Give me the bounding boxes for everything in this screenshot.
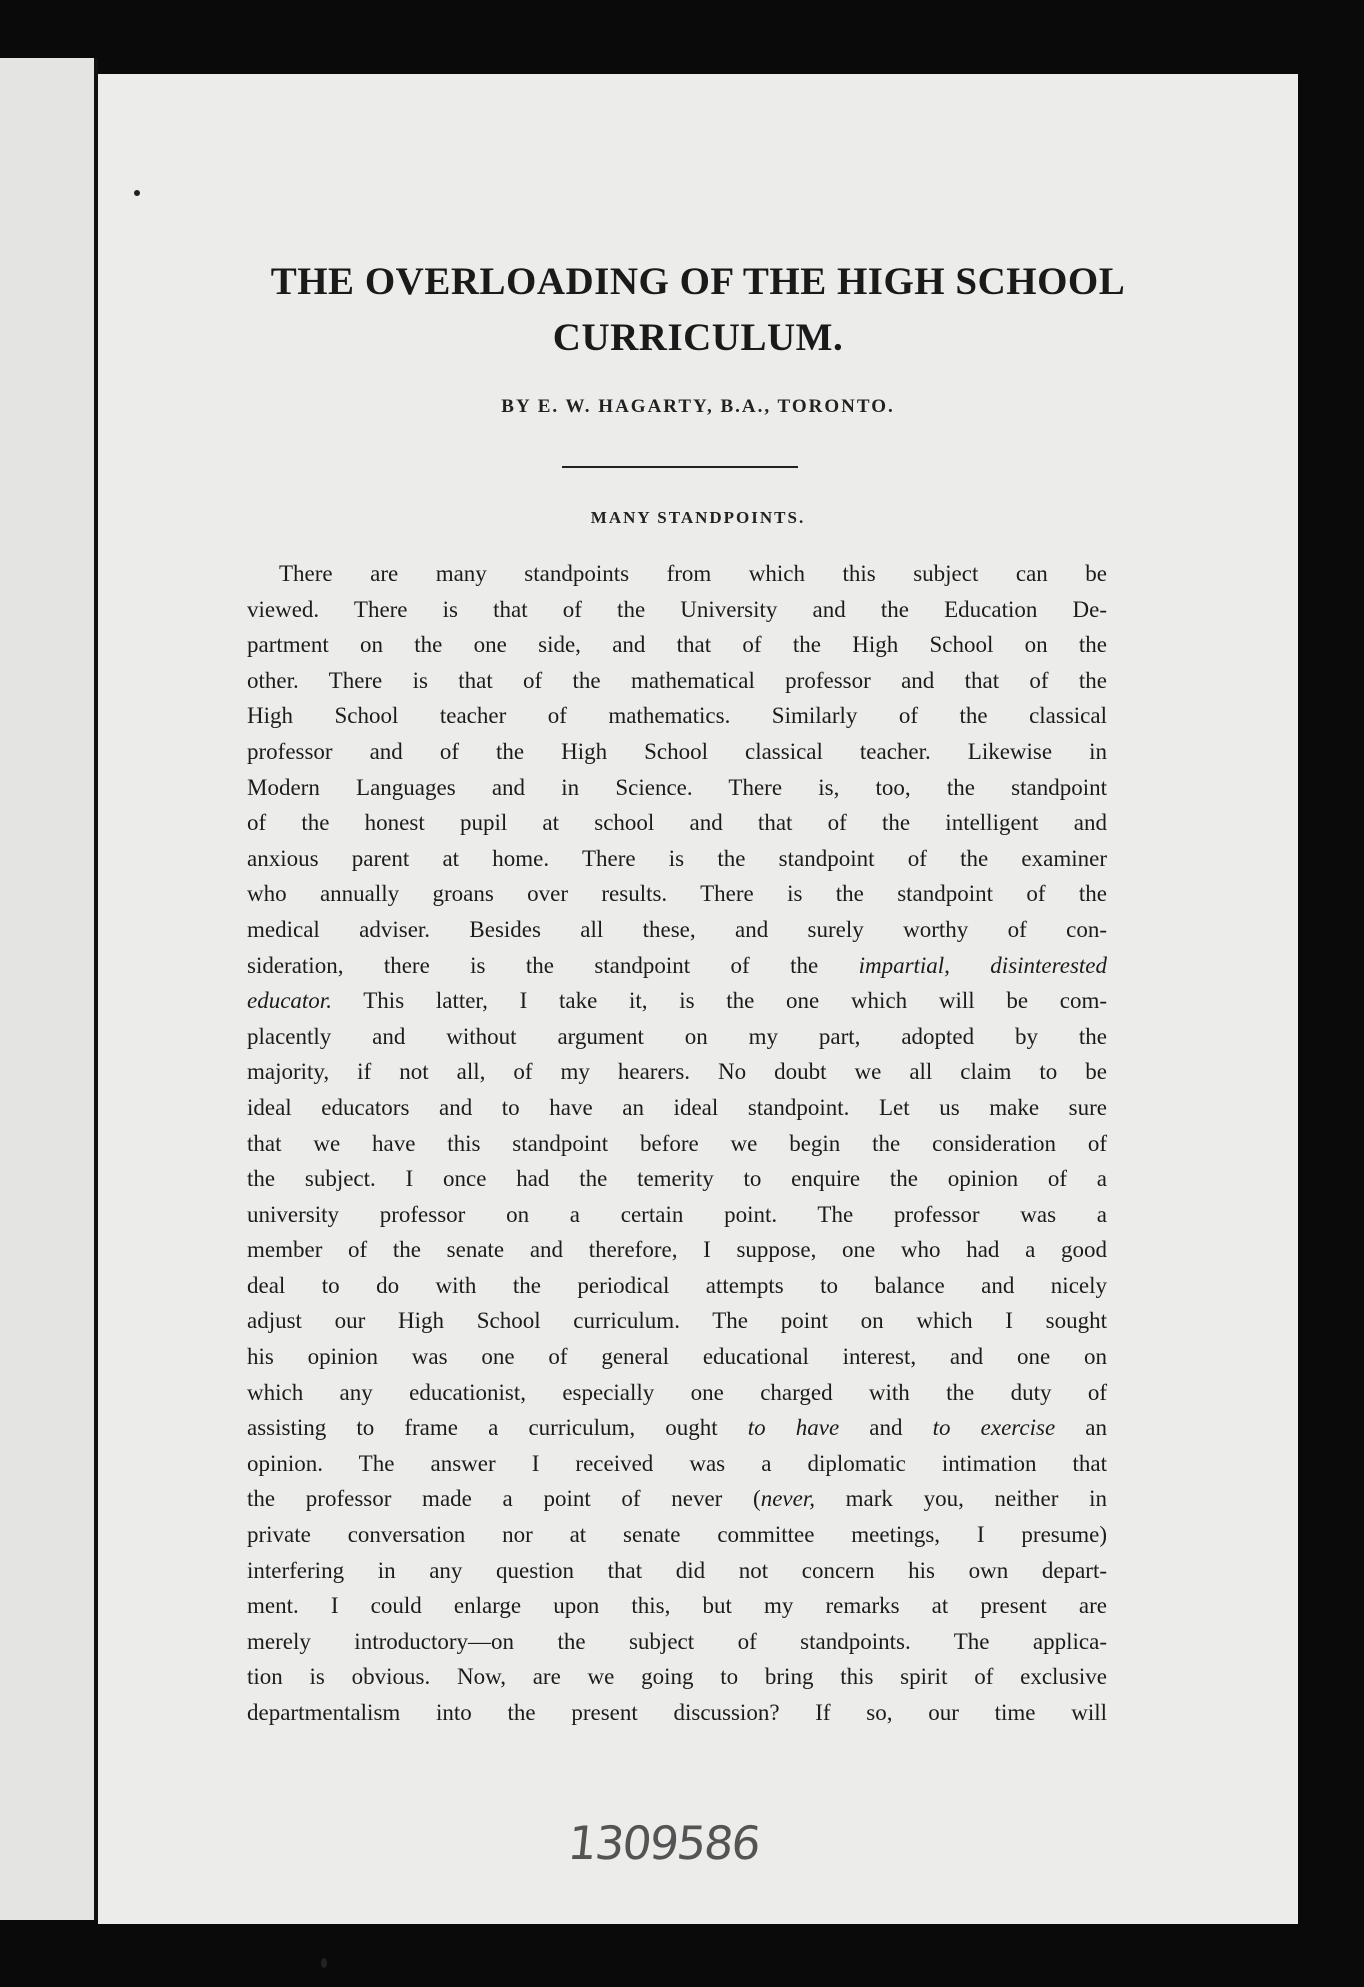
body-line: tion is obvious. Now, are we going to bring this spirit of exclusive	[247, 1664, 1107, 1690]
body-line: placently and without argument on my part, adopted by the	[247, 1023, 1107, 1049]
body-line: the professor made a point of never (never, mark you, neither in	[247, 1486, 1107, 1512]
body-line: the subject. I once had the temerity to enquire the opinion of a	[247, 1166, 1107, 1192]
handwritten-note: 1309586	[565, 1816, 762, 1870]
body-line: professor and of the High School classical teacher. Likewise in	[247, 738, 1107, 764]
article-title	[98, 254, 1298, 366]
body-line: Modern Languages and in Science. There is, too, the standpoint	[247, 774, 1107, 800]
body-line: interfering in any question that did not concern his own depart-	[247, 1557, 1107, 1583]
body-line: opinion. The answer I received was a diplomatic intimation that	[247, 1450, 1107, 1476]
body-line: partment on the one side, and that of the High School on the	[247, 632, 1107, 658]
body-line: sideration, there is the standpoint of the impartial, disinterested	[247, 952, 1107, 978]
body-line: medical adviser. Besides all these, and surely worthy of con-	[247, 916, 1107, 942]
document-page	[98, 74, 1298, 1924]
body-line: that we have this standpoint before we begin the consideration of	[247, 1130, 1107, 1156]
body-line: High School teacher of mathematics. Similarly of the classical	[247, 703, 1107, 729]
body-line: majority, if not all, of my hearers. No doubt we all claim to be	[247, 1059, 1107, 1085]
author-byline: BY E. W. HAGARTY, B.A., TORONTO.	[501, 396, 895, 417]
body-line: university professor on a certain point. The professor was a	[247, 1201, 1107, 1227]
dust-speck	[134, 190, 140, 196]
body-line: assisting to frame a curriculum, ought to have and to exercise an	[247, 1415, 1107, 1441]
body-line: viewed. There is that of the University and the Education De-	[247, 596, 1107, 622]
body-line: departmentalism into the present discussion? If so, our time will	[247, 1700, 1107, 1725]
body-line: member of the senate and therefore, I suppose, one who had a good	[247, 1237, 1107, 1263]
body-line: educator. This latter, I take it, is the one which will be com-	[247, 988, 1107, 1014]
adjacent-page-strip	[0, 58, 98, 1920]
dust-speck	[321, 1958, 327, 1968]
section-heading: MANY STANDPOINTS.	[590, 508, 806, 527]
body-line: adjust our High School curriculum. The point on which I sought	[247, 1308, 1107, 1334]
body-line: who annually groans over results. There is the standpoint of the	[247, 881, 1107, 907]
body-line: of the honest pupil at school and that of the intelligent and	[247, 810, 1107, 836]
title-divider	[562, 466, 798, 468]
body-line: There are many standpoints from which this subject can be	[279, 561, 1107, 586]
title-line-1: THE OVERLOADING OF THE HIGH SCHOOL	[270, 260, 1126, 303]
body-line: his opinion was one of general educational interest, and one on	[247, 1344, 1107, 1370]
title-line-2: CURRICULUM.	[552, 316, 844, 359]
body-line: deal to do with the periodical attempts to balance and nicely	[247, 1272, 1107, 1298]
body-line: merely introductory—on the subject of standpoints. The applica-	[247, 1628, 1107, 1654]
body-line: ment. I could enlarge upon this, but my remarks at present are	[247, 1593, 1107, 1619]
body-line: other. There is that of the mathematical professor and that of the	[247, 667, 1107, 693]
body-line: private conversation nor at senate committee meetings, I presume)	[247, 1522, 1107, 1548]
body-line: which any educationist, especially one charged with the duty of	[247, 1379, 1107, 1405]
body-line: ideal educators and to have an ideal standpoint. Let us make sure	[247, 1094, 1107, 1120]
body-line: anxious parent at home. There is the standpoint of the examiner	[247, 845, 1107, 871]
article-body	[247, 556, 1107, 1731]
